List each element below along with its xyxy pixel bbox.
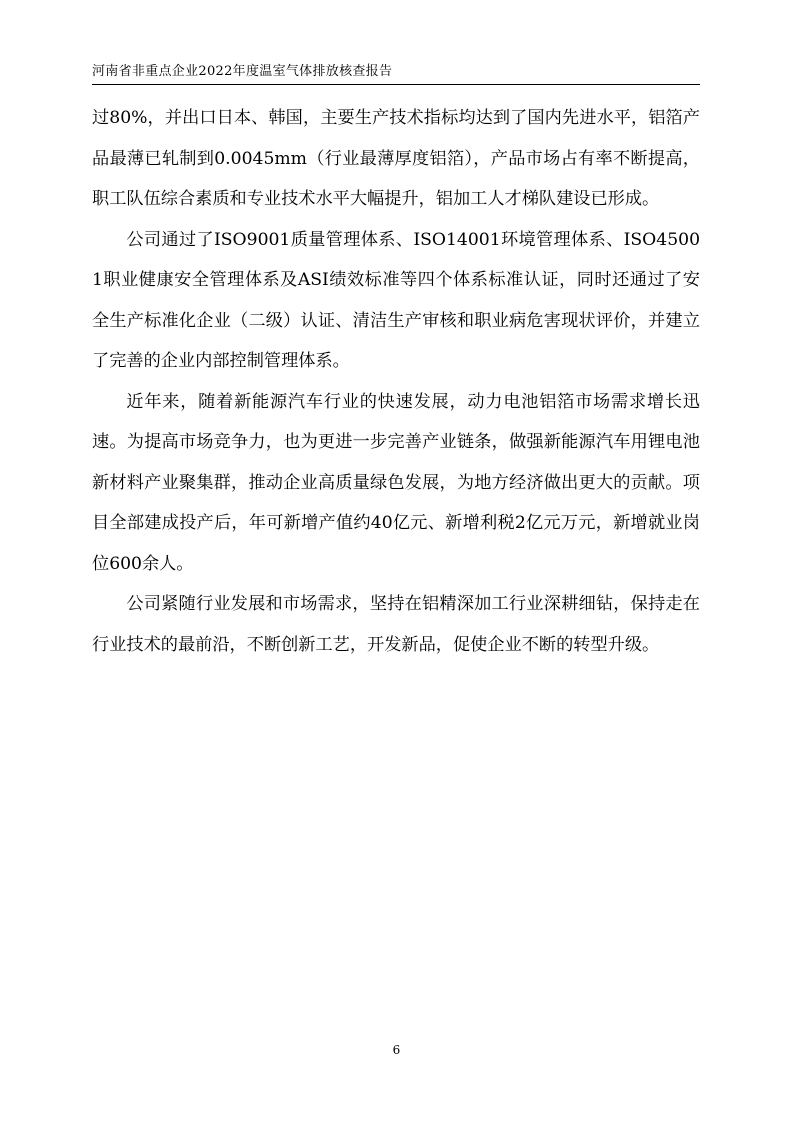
body-paragraph: 过80%，并出口日本、韩国，主要生产技术指标均达到了国内先进水平，铝箔产品最薄已轧制到0.0045mm（行业最薄厚度铝箔），产品市场占有率不断提高，职工队伍综合素质和专业技术水平大幅提升，铝加工人才梯队建设已形成。 <box>92 108 700 209</box>
body-paragraph: 公司紧随行业发展和市场需求，坚持在铝精深加工行业深耕细钻，保持走在行业技术的最前沿，不断创新工艺，开发新品，促使企业不断的转型升级。 <box>92 594 700 655</box>
running-header: 河南省非重点企业2022年度温室气体排放核查报告 <box>92 64 393 79</box>
header-divider <box>92 84 700 85</box>
body-paragraph: 近年来，随着新能源汽车行业的快速发展，动力电池铝箔市场需求增长迅速。为提高市场竞争力，也为更进一步完善产业链条，做强新能源汽车用锂电池新材料产业聚集群，推动企业高质量绿色发展，为地方经济做出更大的贡献。项目全部建成投产后，年可新增产值约40亿元、新增利税2亿元万元，新增就业岗位600余人。 <box>92 391 700 574</box>
page-number: 6 <box>392 1043 401 1057</box>
document-body <box>92 98 700 665</box>
body-paragraph: 公司通过了ISO9001质量管理体系、ISO14001环境管理体系、ISO45001职业健康安全管理体系及ASI绩效标准等四个体系标准认证，同时还通过了安全生产标准化企业（二级）认证、清洁生产审核和职业病危害现状评价，并建立了完善的企业内部控制管理体系。 <box>92 229 700 371</box>
